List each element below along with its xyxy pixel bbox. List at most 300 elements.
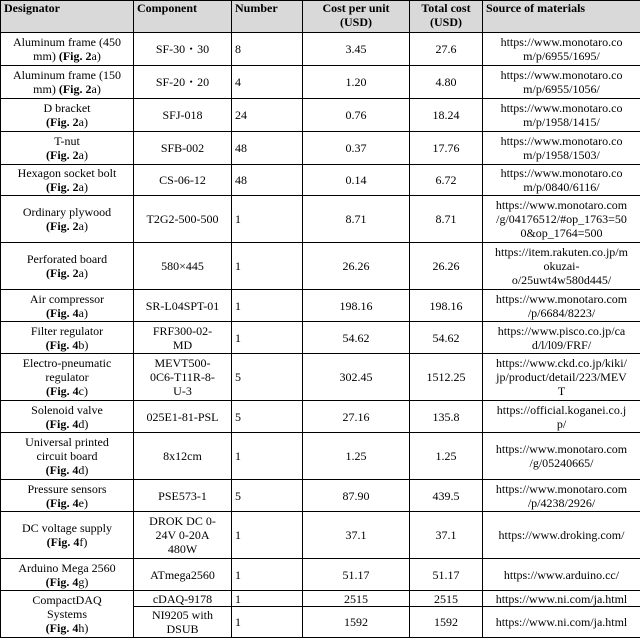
source-link: https://item.rakuten.co.jp/m: [486, 245, 637, 259]
designator-text: Air compressor: [30, 292, 104, 306]
designator-cell: [1, 354, 134, 401]
unit-cost-text: 2515: [344, 592, 368, 606]
number-cell: [232, 480, 303, 512]
total-cost-text: 198.16: [430, 299, 463, 313]
component-text: 0C6-T11R-8-: [137, 370, 228, 384]
source-cell: [483, 33, 640, 66]
designator-line: [4, 148, 130, 162]
designator-text: Solenoid valve: [31, 403, 103, 417]
number-cell: [232, 196, 303, 243]
source-cell: [483, 243, 640, 290]
header-label: Number: [235, 1, 278, 15]
designator-line: [4, 292, 130, 306]
component-cell: [134, 354, 232, 401]
figure-ref-suffix: g): [78, 575, 88, 589]
component-cell: [134, 66, 232, 99]
figure-ref-suffix: e): [79, 496, 88, 510]
source-link: /g/05240665/: [486, 456, 637, 470]
designator-line: [4, 306, 130, 320]
designator-cell: [1, 559, 134, 591]
number-cell: [232, 243, 303, 290]
number-text: 1: [235, 331, 241, 345]
component-cell: [134, 165, 232, 196]
figure-ref-suffix: a): [79, 115, 88, 129]
source-link: https://www.monotaro.co: [486, 101, 637, 115]
figure-ref-suffix: a): [79, 148, 88, 162]
unit-cost-cell: [303, 322, 410, 354]
number-text: 48: [235, 141, 247, 155]
figure-ref: (Fig. 4: [46, 575, 79, 589]
component-text: DROK DC 0-: [137, 514, 228, 528]
unit-cost-text: 1592: [344, 615, 368, 629]
designator-line: [4, 338, 130, 352]
total-cost-cell: [410, 354, 483, 401]
figure-ref-suffix: f): [79, 535, 87, 549]
designator-cell: [1, 243, 134, 290]
number-cell: [232, 290, 303, 322]
figure-ref: (Fig. 2: [46, 266, 79, 280]
component-cell: [134, 607, 232, 638]
number-text: 1: [235, 528, 241, 542]
figure-ref-suffix: a): [79, 266, 88, 280]
source-link: https://www.monotaro.com: [486, 482, 637, 496]
designator-line: [4, 535, 130, 549]
total-cost-cell: [410, 401, 483, 433]
designator-text: D bracket: [44, 101, 91, 115]
unit-cost-cell: [303, 132, 410, 165]
designator-text: regulator: [45, 370, 88, 384]
designator-cell: [1, 132, 134, 165]
unit-cost-cell: [303, 290, 410, 322]
source-link: m/p/0840/6116/: [486, 180, 637, 194]
total-cost-text: 2515: [434, 592, 458, 606]
total-cost-cell: [410, 559, 483, 591]
number-text: 1: [235, 615, 241, 629]
designator-line: [4, 35, 130, 49]
designator-line: [4, 435, 130, 449]
designator-line: [4, 521, 130, 535]
source-link: /p/4238/2926/: [486, 496, 637, 510]
source-cell: [483, 165, 640, 196]
designator-line: [4, 449, 130, 463]
total-cost-text: 135.8: [433, 410, 460, 424]
number-cell: [232, 591, 303, 607]
source-link: https://www.arduino.cc/: [486, 568, 637, 582]
total-cost-cell: [410, 66, 483, 99]
header-row: [1, 1, 640, 33]
source-cell: [483, 354, 640, 401]
table-row: [1, 243, 640, 290]
component-text: DSUB: [137, 622, 228, 636]
number-text: 4: [235, 75, 241, 89]
designator-line: [4, 49, 130, 63]
component-text: U-3: [137, 384, 228, 398]
header-component: [134, 1, 232, 33]
component-text: 24V 0-20A: [137, 528, 228, 542]
table-row: [1, 591, 640, 607]
unit-cost-text: 37.1: [346, 528, 367, 542]
total-cost-cell: [410, 607, 483, 638]
number-cell: [232, 607, 303, 638]
source-link: https://official.koganei.co.j: [486, 403, 637, 417]
designator-line: [4, 593, 130, 607]
source-link: m/p/6955/1056/: [486, 82, 637, 96]
component-text: MD: [137, 338, 228, 352]
unit-cost-text: 0.37: [346, 141, 367, 155]
component-text: MEVT500-: [137, 356, 228, 370]
unit-cost-cell: [303, 591, 410, 607]
source-cell: [483, 401, 640, 433]
number-text: 8: [235, 42, 241, 56]
total-cost-cell: [410, 132, 483, 165]
figure-ref-suffix: h): [78, 621, 88, 635]
header-number: [232, 1, 303, 33]
table-row: [1, 165, 640, 196]
designator-cell: [1, 512, 134, 559]
table-row: [1, 290, 640, 322]
table-row: [1, 99, 640, 132]
unit-cost-text: 26.26: [343, 259, 370, 273]
table-row: [1, 354, 640, 401]
figure-ref-suffix: a): [79, 219, 88, 233]
component-cell: [134, 322, 232, 354]
figure-ref: (Fig. 4: [46, 621, 79, 635]
number-text: 5: [235, 410, 241, 424]
figure-ref-suffix: a): [92, 82, 101, 96]
total-cost-text: 439.5: [433, 489, 460, 503]
source-cell: [483, 433, 640, 480]
unit-cost-cell: [303, 480, 410, 512]
unit-cost-cell: [303, 66, 410, 99]
number-cell: [232, 33, 303, 66]
source-cell: [483, 322, 640, 354]
table-row: [1, 559, 640, 591]
source-link: https://www.monotaro.com: [486, 442, 637, 456]
source-link: m/p/6955/1695/: [486, 49, 637, 63]
total-cost-text: 8.71: [436, 212, 457, 226]
component-cell: [134, 243, 232, 290]
source-link: T: [486, 384, 637, 398]
unit-cost-text: 1.25: [346, 449, 367, 463]
header-label: Component: [137, 1, 197, 15]
header-label: Total cost (USD): [421, 1, 470, 29]
total-cost-text: 1.25: [436, 449, 457, 463]
unit-cost-cell: [303, 354, 410, 401]
unit-cost-text: 51.17: [343, 568, 370, 582]
source-link: https://www.monotaro.co: [486, 134, 637, 148]
component-text: NI9205 with: [137, 608, 228, 622]
table-row: [1, 480, 640, 512]
designator-line: [4, 384, 130, 398]
total-cost-cell: [410, 243, 483, 290]
component-text: FRF300-02-: [137, 324, 228, 338]
figure-ref-suffix: a): [79, 180, 88, 194]
number-cell: [232, 559, 303, 591]
figure-ref: (Fig. 2: [59, 82, 92, 96]
designator-line: [4, 417, 130, 431]
source-link: https://www.ni.com/ja.html: [486, 615, 637, 629]
source-link: /g/04176512/#op_1763=50: [486, 212, 637, 226]
unit-cost-text: 1.20: [346, 75, 367, 89]
unit-cost-cell: [303, 33, 410, 66]
designator-cell: [1, 290, 134, 322]
component-text: SF-20・20: [137, 75, 228, 89]
source-link: https://www.monotaro.co: [486, 35, 637, 49]
component-cell: [134, 433, 232, 480]
total-cost-cell: [410, 165, 483, 196]
component-text: PSE573-1: [137, 489, 228, 503]
designator-cell: [1, 196, 134, 243]
source-cell: [483, 290, 640, 322]
unit-cost-text: 54.62: [343, 331, 370, 345]
unit-cost-text: 0.14: [346, 173, 367, 187]
designator-line: [4, 561, 130, 575]
component-cell: [134, 559, 232, 591]
number-text: 24: [235, 108, 247, 122]
total-cost-text: 1592: [434, 615, 458, 629]
designator-text: Universal printed: [25, 435, 109, 449]
source-link: m/p/1958/1415/: [486, 115, 637, 129]
source-link: jp/product/detail/223/MEV: [486, 370, 637, 384]
designator-line: [4, 607, 130, 621]
figure-ref: (Fig. 4: [46, 496, 79, 510]
designator-text: Electro-pneumatic: [23, 356, 112, 370]
number-cell: [232, 132, 303, 165]
designator-cell: [1, 99, 134, 132]
total-cost-text: 6.72: [436, 173, 457, 187]
table-row: [1, 66, 640, 99]
designator-text: Hexagon socket bolt: [18, 166, 117, 180]
total-cost-text: 1512.25: [427, 370, 466, 384]
designator-line: [4, 266, 130, 280]
designator-line: [4, 180, 130, 194]
designator-text: Aluminum frame (150: [13, 68, 121, 82]
designator-line: [4, 356, 130, 370]
component-cell: [134, 99, 232, 132]
component-cell: [134, 196, 232, 243]
header-total-cost: [410, 1, 483, 33]
figure-ref: (Fig. 4: [46, 338, 79, 352]
number-cell: [232, 322, 303, 354]
designator-line: [4, 82, 130, 96]
designator-cell: [1, 322, 134, 354]
source-cell: [483, 132, 640, 165]
component-text: 580×445: [137, 259, 228, 273]
designator-text: Pressure sensors: [28, 482, 107, 496]
header-cost-per-unit: [303, 1, 410, 33]
source-link: https://www.ckd.co.jp/kiki/: [486, 356, 637, 370]
source-link: https://www.monotaro.com: [486, 198, 637, 212]
figure-ref: (Fig. 4: [47, 535, 80, 549]
number-cell: [232, 401, 303, 433]
number-cell: [232, 433, 303, 480]
figure-ref-suffix: a): [79, 306, 88, 320]
source-cell: [483, 99, 640, 132]
number-text: 1: [235, 449, 241, 463]
designator-line: [4, 463, 130, 477]
number-cell: [232, 99, 303, 132]
designator-text: mm): [33, 49, 59, 63]
unit-cost-cell: [303, 99, 410, 132]
total-cost-cell: [410, 196, 483, 243]
designator-text: Systems: [47, 607, 87, 621]
figure-ref: (Fig. 4: [46, 417, 79, 431]
unit-cost-text: 302.45: [340, 370, 373, 384]
source-cell: [483, 66, 640, 99]
source-link: https://www.monotaro.co: [486, 166, 637, 180]
designator-line: [4, 403, 130, 417]
source-cell: [483, 591, 640, 607]
number-text: 1: [235, 568, 241, 582]
table-row: [1, 512, 640, 559]
figure-ref: (Fig. 2: [46, 148, 79, 162]
designator-text: circuit board: [37, 449, 98, 463]
total-cost-cell: [410, 290, 483, 322]
component-text: T2G2-500-500: [137, 212, 228, 226]
total-cost-text: 27.6: [436, 42, 457, 56]
designator-text: CompactDAQ: [32, 593, 101, 607]
figure-ref: (Fig. 2: [46, 115, 79, 129]
total-cost-text: 18.24: [433, 108, 460, 122]
designator-line: [4, 115, 130, 129]
table-row: [1, 196, 640, 243]
component-cell: [134, 290, 232, 322]
component-cell: [134, 132, 232, 165]
unit-cost-cell: [303, 607, 410, 638]
source-link: https://www.monotaro.co: [486, 68, 637, 82]
source-link: o/25uwt4w580d445/: [486, 273, 637, 287]
designator-text: T-nut: [54, 134, 80, 148]
designator-cell: [1, 591, 134, 638]
component-text: SFB-002: [137, 141, 228, 155]
number-text: 5: [235, 370, 241, 384]
total-cost-cell: [410, 433, 483, 480]
designator-line: [4, 482, 130, 496]
designator-line: [4, 496, 130, 510]
designator-cell: [1, 433, 134, 480]
total-cost-text: 54.62: [433, 331, 460, 345]
unit-cost-text: 87.90: [343, 489, 370, 503]
unit-cost-text: 3.45: [346, 42, 367, 56]
source-link: 0&op_1764=500: [486, 226, 637, 240]
total-cost-cell: [410, 512, 483, 559]
figure-ref-suffix: a): [92, 49, 101, 63]
component-text: 480W: [137, 542, 228, 556]
component-text: ATmega2560: [137, 568, 228, 582]
designator-line: [4, 166, 130, 180]
component-cell: [134, 33, 232, 66]
source-cell: [483, 480, 640, 512]
designator-cell: [1, 66, 134, 99]
number-text: 1: [235, 592, 241, 606]
total-cost-cell: [410, 33, 483, 66]
number-text: 5: [235, 489, 241, 503]
unit-cost-cell: [303, 243, 410, 290]
figure-ref: (Fig. 2: [46, 219, 79, 233]
component-text: 8x12cm: [137, 449, 228, 463]
header-label: Cost per unit (USD): [322, 1, 389, 29]
total-cost-cell: [410, 99, 483, 132]
designator-text: Arduino Mega 2560: [18, 561, 115, 575]
unit-cost-cell: [303, 165, 410, 196]
component-cell: [134, 480, 232, 512]
figure-ref-suffix: b): [78, 338, 88, 352]
figure-ref: (Fig. 4: [46, 463, 79, 477]
designator-line: [4, 134, 130, 148]
designator-line: [4, 621, 130, 635]
designator-text: Ordinary plywood: [23, 205, 111, 219]
number-text: 48: [235, 173, 247, 187]
designator-text: Perforated board: [27, 252, 107, 266]
unit-cost-cell: [303, 559, 410, 591]
component-text: SF-30・30: [137, 42, 228, 56]
designator-cell: [1, 33, 134, 66]
unit-cost-text: 8.71: [346, 212, 367, 226]
designator-line: [4, 219, 130, 233]
designator-line: [4, 101, 130, 115]
component-text: 025E1-81-PSL: [137, 410, 228, 424]
number-text: 1: [235, 212, 241, 226]
component-cell: [134, 401, 232, 433]
designator-line: [4, 68, 130, 82]
unit-cost-cell: [303, 433, 410, 480]
designator-text: Aluminum frame (450: [13, 35, 121, 49]
designator-text: mm): [33, 82, 59, 96]
unit-cost-text: 0.76: [346, 108, 367, 122]
number-cell: [232, 512, 303, 559]
number-cell: [232, 66, 303, 99]
number-text: 1: [235, 259, 241, 273]
source-link: https://www.pisco.co.jp/ca: [486, 324, 637, 338]
source-link: https://www.ni.com/ja.html: [486, 592, 637, 606]
source-link: /p/6684/8223/: [486, 306, 637, 320]
component-text: CS-06-12: [137, 173, 228, 187]
component-text: cDAQ-9178: [137, 592, 228, 606]
total-cost-text: 37.1: [436, 528, 457, 542]
designator-line: [4, 324, 130, 338]
designator-line: [4, 370, 130, 384]
source-cell: [483, 607, 640, 638]
designator-line: [4, 252, 130, 266]
designator-cell: [1, 480, 134, 512]
header-source: [483, 1, 640, 33]
total-cost-cell: [410, 322, 483, 354]
figure-ref: (Fig. 4: [46, 306, 79, 320]
unit-cost-cell: [303, 401, 410, 433]
number-cell: [232, 165, 303, 196]
designator-text: Filter regulator: [31, 324, 103, 338]
table-row: [1, 401, 640, 433]
unit-cost-cell: [303, 512, 410, 559]
total-cost-text: 4.80: [436, 75, 457, 89]
header-designator: [1, 1, 134, 33]
header-label: Source of materials: [486, 1, 585, 15]
source-link: p/: [486, 417, 637, 431]
table-row: [1, 132, 640, 165]
source-link: d/l/l09/FRF/: [486, 338, 637, 352]
figure-ref-suffix: d): [78, 417, 88, 431]
designator-cell: [1, 401, 134, 433]
total-cost-cell: [410, 480, 483, 512]
component-cell: [134, 512, 232, 559]
figure-ref: (Fig. 2: [46, 180, 79, 194]
component-cell: [134, 591, 232, 607]
figure-ref-suffix: c): [79, 384, 88, 398]
designator-line: [4, 575, 130, 589]
designator-line: [4, 205, 130, 219]
table-row: [1, 322, 640, 354]
header-label: Designator: [4, 1, 60, 15]
